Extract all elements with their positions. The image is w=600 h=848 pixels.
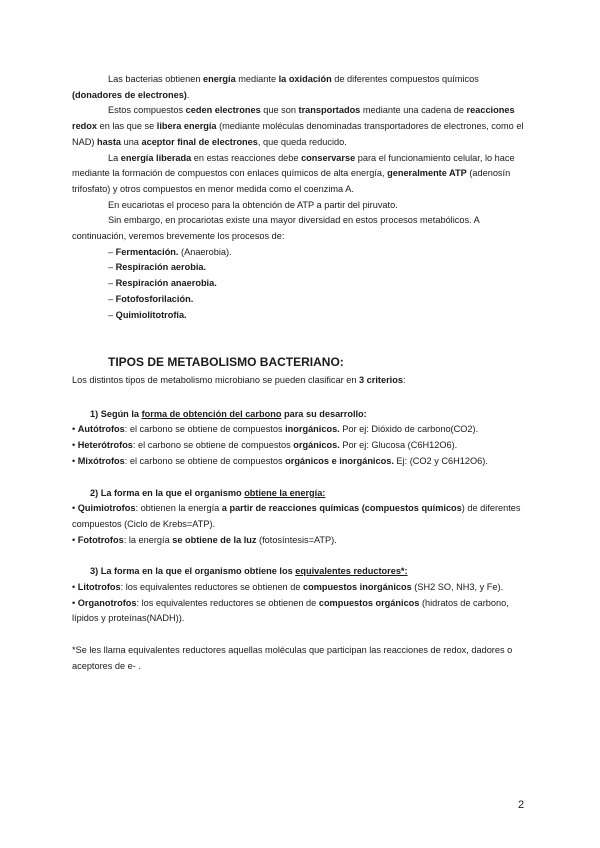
metabolism-section bbox=[72, 355, 528, 675]
process-item-fotofosforilacion: – Fotofosforilación. bbox=[108, 293, 194, 304]
criterion-1-item-heterotrofos: • Heterótrofos: el carbono se obtiene de compuestos orgánicos. Por ej: Glucosa (C6H12O6). bbox=[72, 440, 458, 451]
section-lead: Los distintos tipos de metabolismo microbiano se pueden clasificar en 3 criterios: bbox=[72, 375, 406, 385]
criterion-2-item-quimiotrofos: • Quimiotrofos: obtienen la energía a partir de reacciones químicas (compuestos químicos) de diferentes compuestos (Ciclo de Krebs=ATP). bbox=[72, 503, 521, 529]
criterion-1-item-autotrofos: • Autótrofos: el carbono se obtiene de compuestos inorgánicos. Por ej: Dióxido de carbono(CO2). bbox=[72, 424, 479, 435]
footnote: *Se les llama equivalentes reductores aquellas moléculas que participan las reacciones de redox, dadores o aceptores de e- . bbox=[72, 645, 513, 671]
intro-paragraph-4: En eucariotas el proceso para la obtención de ATP a partir del piruvato. bbox=[108, 199, 398, 210]
criterion-1-heading: 1) Según la forma de obtención del carbono para su desarrollo: bbox=[90, 408, 367, 419]
criterion-3-item-litotrofos: • Litotrofos: los equivalentes reductores se obtienen de compuestos inorgánicos (SH2 SO, NH3, y Fe). bbox=[72, 582, 504, 593]
intro-text bbox=[72, 72, 528, 323]
criterion-2-item-fototrofos: • Fototrofos: la energía se obtiene de la luz (fotosíntesis=ATP). bbox=[72, 534, 337, 545]
process-item-quimiolitotrofia: – Quimiolitotrofía. bbox=[108, 309, 187, 320]
intro-paragraph-5: Sin embargo, en procariotas existe una mayor diversidad en estos procesos metabólicos. A continuación, veremos brevemente los procesos de: bbox=[72, 215, 480, 242]
intro-paragraph-2: Estos compuestos ceden electrones que son transportados mediante una cadena de reacciones redox en las que se libera energía (mediante moléculas denominadas transportadores de electrones, como el NAD) hasta una aceptor final de electrones, que queda reducido. bbox=[72, 105, 524, 147]
intro-paragraph-3: La energía liberada en estas reacciones debe conservarse para el funcionamiento celular, lo hace mediante la formación de compuestos con enlaces químicos de alta energía, generalmente ATP (adenosín trifosfato) y otros compuestos en menor medida como el coenzima A. bbox=[72, 152, 515, 194]
process-item-respiracion-anaerobia: – Respiración anaerobia. bbox=[108, 278, 217, 289]
process-item-respiracion-aerobia: – Respiración aerobia. bbox=[108, 262, 207, 273]
criterion-2-heading: 2) La forma en la que el organismo obtiene la energía: bbox=[90, 487, 326, 498]
page-number: 2 bbox=[518, 799, 525, 811]
criterion-3-heading: 3) La forma en la que el organismo obtiene los equivalentes reductores*: bbox=[90, 566, 408, 577]
section-title: TIPOS DE METABOLISMO BACTERIANO: bbox=[108, 355, 344, 369]
intro-paragraph-1: Las bacterias obtienen energía mediante la oxidación de diferentes compuestos químicos (donadores de electrones). bbox=[72, 74, 479, 100]
criterion-1-item-mixotrofos: • Mixótrofos: el carbono se obtiene de compuestos orgánicos e inorgánicos. Ej: (CO2 y C6H12O6). bbox=[72, 455, 488, 466]
process-item-fermentacion: – Fermentación. (Anaerobia). bbox=[108, 246, 232, 257]
criterion-3-item-organotrofos: • Organotrofos: los equivalentes reductores se obtienen de compuestos orgánicos (hidratos de carbono, lípidos y proteínas(NADH)). bbox=[72, 597, 509, 624]
